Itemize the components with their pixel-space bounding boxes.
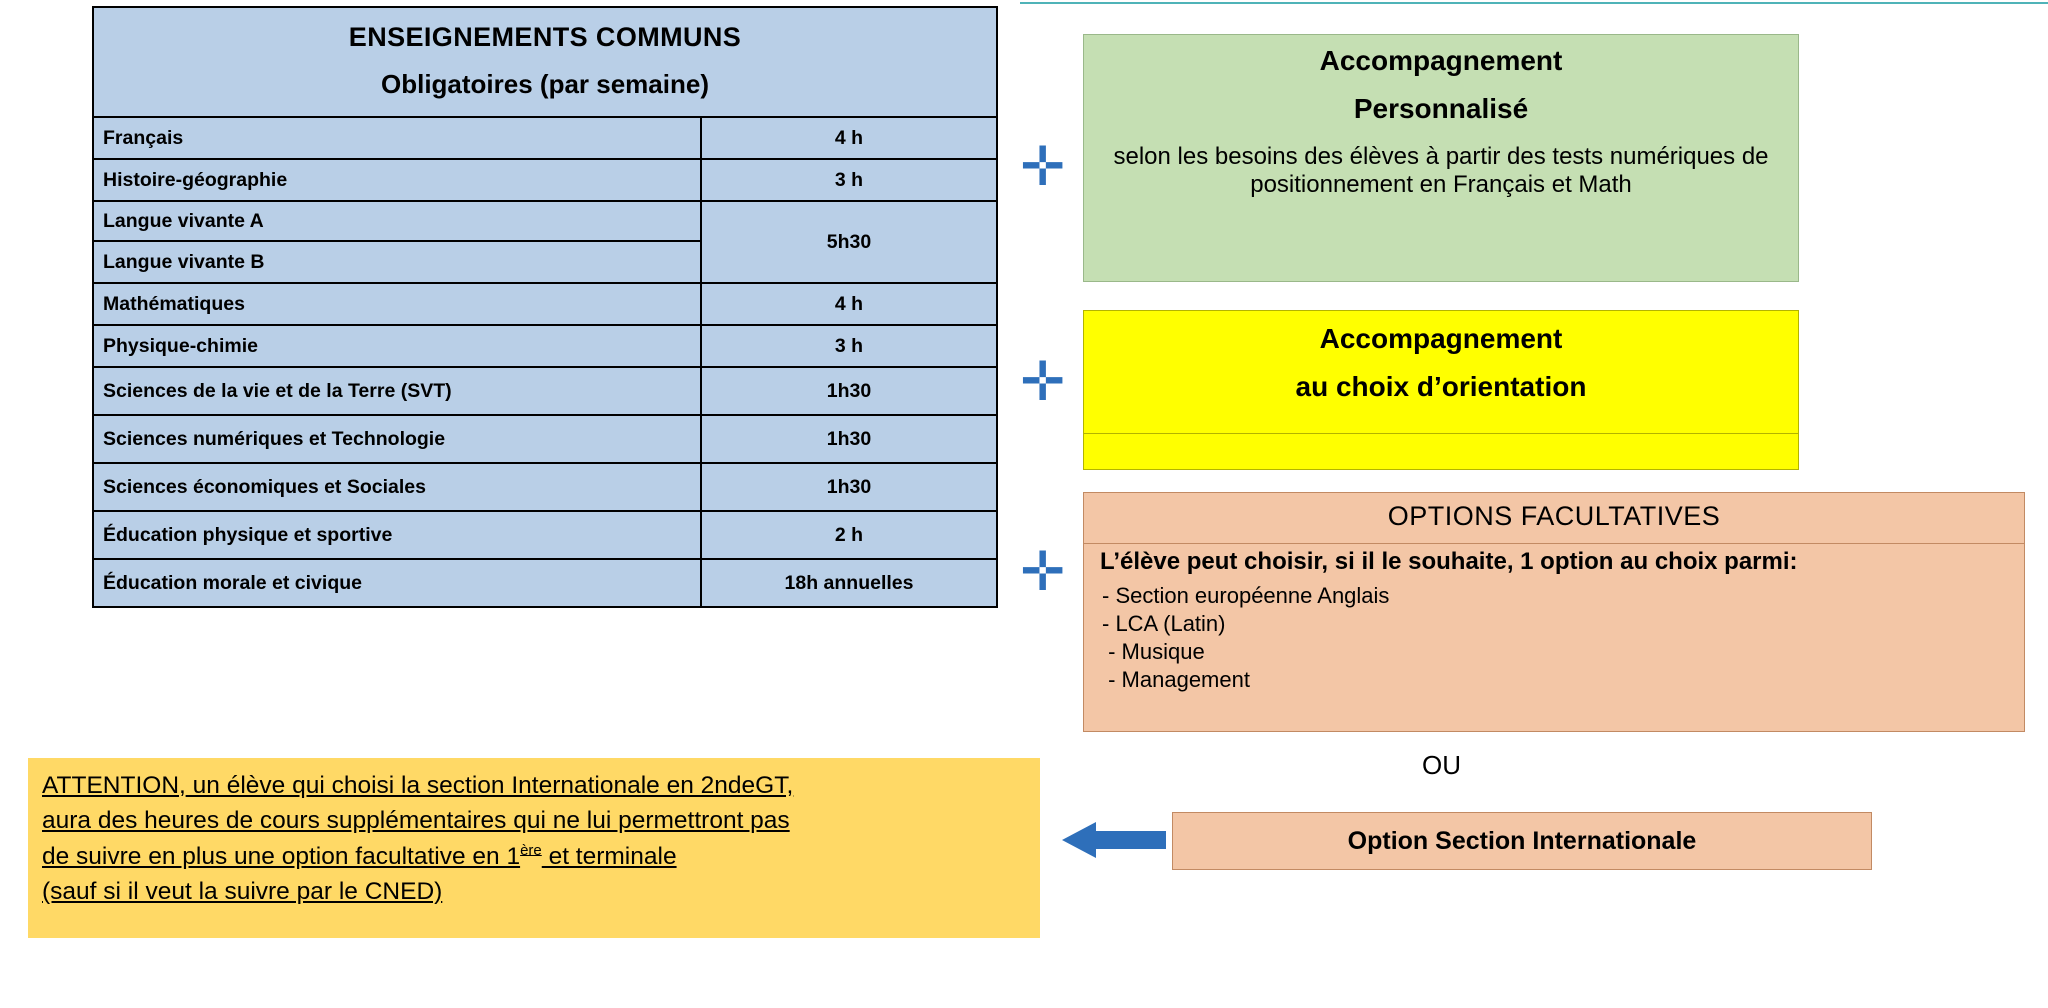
subject-hours: 1h30 [826, 475, 872, 498]
subject-name: Éducation morale et civique [94, 560, 702, 606]
table-row [94, 512, 996, 560]
subject-name: Français [94, 118, 702, 158]
accompagnement-orientation-box [1083, 310, 1799, 470]
subject-hours: 4 h [834, 292, 864, 315]
table-row [94, 416, 996, 464]
attention-line-3 [42, 839, 1026, 874]
subject-hours: 18h annuelles [784, 571, 914, 594]
yellow-box-divider [1084, 433, 1798, 434]
options-facultatives-lead: L’élève peut choisir, si il le souhaite, 1 option au choix parmi: [1100, 548, 1798, 575]
subject-name: Langue vivante A [94, 202, 700, 242]
subject-name: Sciences de la vie et de la Terre (SVT) [94, 368, 702, 414]
table-header [94, 8, 996, 118]
table-row [94, 368, 996, 416]
accompagnement-orientation-title-line1: Accompagnement [1319, 323, 1563, 354]
subject-hours: 5h30 [826, 230, 872, 253]
attention-lead: ATTENTION, [42, 772, 186, 799]
top-divider-line [1020, 2, 2048, 4]
list-item: - LCA (Latin) [1102, 611, 1226, 637]
options-facultatives-box [1083, 492, 2025, 732]
table-row [94, 160, 996, 202]
accompagnement-personnalise-box [1083, 34, 1799, 282]
enseignements-communs-table [92, 6, 998, 608]
table-row-merged-langues [94, 202, 996, 284]
accompagnement-orientation-title-line2: au choix d’orientation [1295, 371, 1587, 402]
table-row [94, 118, 996, 160]
accompagnement-personnalise-title-line2: Personnalisé [1353, 93, 1529, 124]
table-title-line1: ENSEIGNEMENTS COMMUNS [348, 22, 742, 52]
subject-hours: 1h30 [826, 427, 872, 450]
subject-name: Sciences économiques et Sociales [94, 464, 702, 510]
option-section-internationale-box [1172, 812, 1872, 870]
table-row [94, 326, 996, 368]
subject-hours: 2 h [834, 523, 864, 546]
options-box-divider [1084, 543, 2024, 544]
options-facultatives-list [1102, 582, 2024, 695]
left-arrow-icon [1062, 822, 1166, 858]
attention-line3-sup: ère [520, 841, 542, 859]
accompagnement-personnalise-body: selon les besoins des élèves à partir des tests numériques de positionnement en Français et Math [1113, 143, 1769, 199]
subject-name: Éducation physique et sportive [94, 512, 702, 558]
or-label: OU [1422, 750, 1461, 780]
attention-line3-a: de suivre en plus une option facultative en 1 [42, 842, 521, 870]
subject-hours: 4 h [834, 126, 864, 149]
options-facultatives-title: OPTIONS FACULTATIVES [1387, 501, 1721, 531]
table-row [94, 464, 996, 512]
subject-name: Histoire-géographie [94, 160, 702, 200]
subject-hours: 1h30 [826, 379, 872, 402]
list-item: - Management [1102, 667, 1250, 693]
subject-name-group [94, 202, 702, 282]
option-section-internationale-label: Option Section Internationale [1347, 826, 1697, 855]
plus-icon: ✛ [1020, 540, 1066, 603]
attention-line3-b: et terminale [541, 842, 677, 870]
table-row [94, 560, 996, 606]
attention-line-1 [42, 768, 1026, 803]
plus-icon: ✛ [1020, 135, 1066, 198]
table-title-line2: Obligatoires (par semaine) [381, 69, 709, 99]
subject-hours: 3 h [834, 168, 864, 191]
attention-line-2: aura des heures de cours supplémentaires qui ne lui permettront pas [42, 807, 790, 835]
subject-name: Sciences numériques et Technologie [94, 416, 702, 462]
list-item: - Musique [1102, 639, 1205, 665]
subject-name: Langue vivante B [103, 250, 265, 273]
accompagnement-personnalise-title-line1: Accompagnement [1319, 45, 1563, 76]
attention-note-box [28, 758, 1040, 938]
attention-line1-rest: un élève qui choisi la section Internationale en 2ndeGT, [185, 772, 794, 799]
table-row [94, 284, 996, 326]
subject-name: Physique-chimie [94, 326, 702, 366]
subject-hours: 3 h [834, 334, 864, 357]
attention-line-4: (sauf si il veut la suivre par le CNED) [42, 877, 443, 905]
subject-name: Mathématiques [94, 284, 702, 324]
list-item: - Section européenne Anglais [1102, 583, 1390, 608]
plus-icon: ✛ [1020, 350, 1066, 413]
